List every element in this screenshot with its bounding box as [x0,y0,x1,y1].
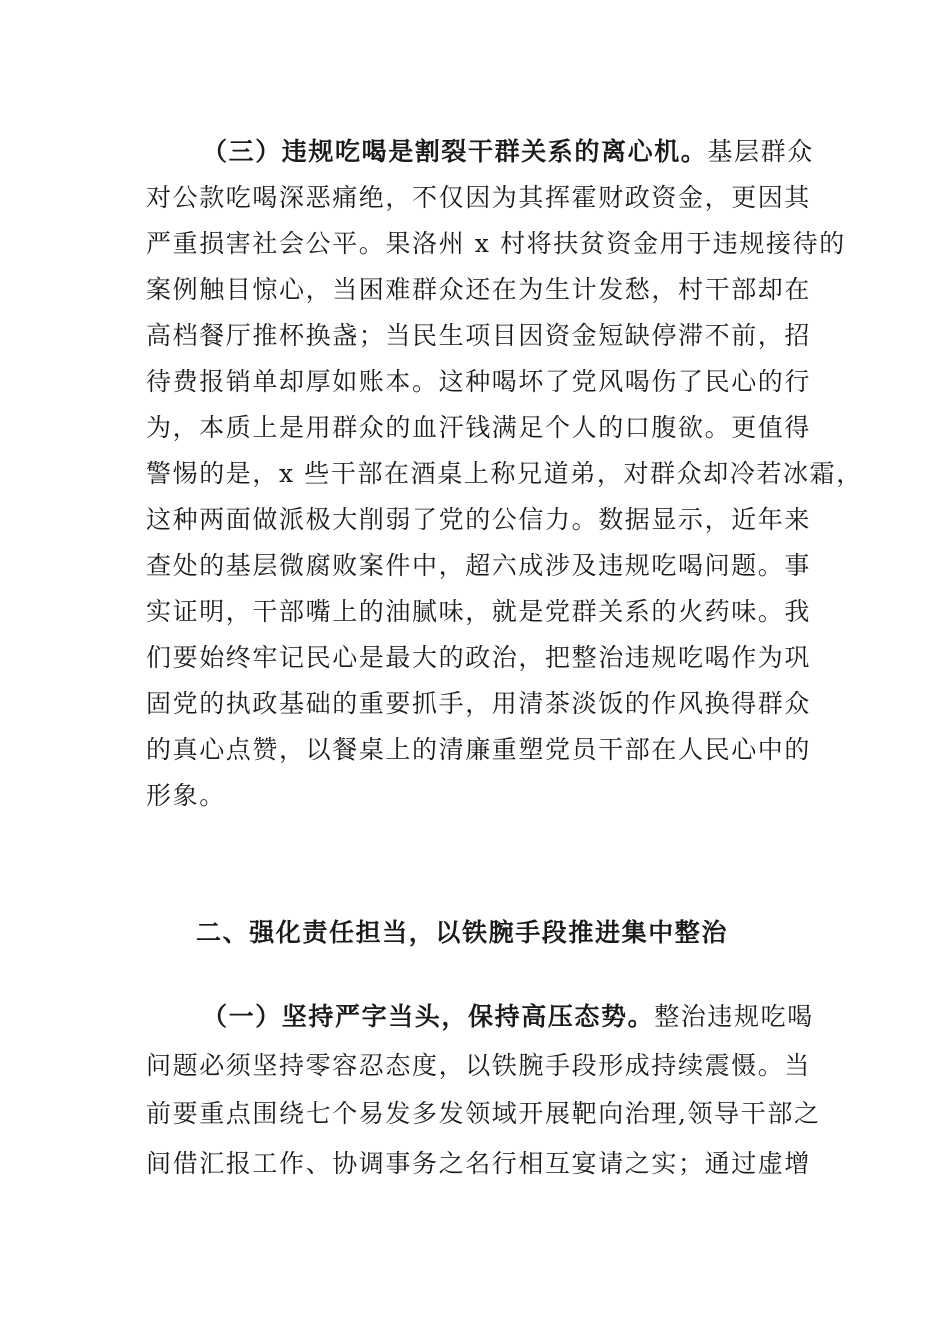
paragraph-line: 固党的执政基础的重要抓手，用清茶淡饭的作风换得群众 [146,689,812,718]
paragraph-line: 们要始终牢记民心是最大的政治，把整治违规吃喝作为巩 [146,643,812,672]
paragraph-line: 为，本质上是用群众的血汗钱满足个人的口腹欲。更值得 [146,413,812,442]
paragraph-line: 实证明，干部嘴上的油腻味，就是党群关系的火药味。我 [146,597,812,626]
section-3-lead: （三）违规吃喝是割裂干群关系的离心机。 [202,137,708,166]
paragraph-line: 待费报销单却厚如账本。这种喝坏了党风喝伤了民心的行 [146,367,812,396]
paragraph-line: 案例触目惊心，当困难群众还在为生计发愁，村干部却在 [146,275,812,304]
section-1-lead-rest: 整治违规吃喝 [654,1002,814,1031]
paragraph-line: 间借汇报工作、协调事务之名行相互宴请之实；通过虚增 [146,1149,812,1178]
paragraph-line: 形象。 [146,781,226,810]
paragraph-line: 查处的基层微腐败案件中，超六成涉及违规吃喝问题。事 [146,551,812,580]
section-3-first-line [202,136,814,168]
section-3-lead-rest: 基层群众 [707,137,814,166]
paragraph-line: 的真心点赞，以餐桌上的清廉重塑党员干部在人民心中的 [146,735,812,764]
paragraph-line: 这种两面做派极大削弱了党的公信力。数据显示，近年来 [146,505,812,534]
paragraph-line: 对公款吃喝深恶痛绝，不仅因为其挥霍财政资金，更因其 [146,183,812,212]
paragraph-line: 问题必须坚持零容忍态度，以铁腕手段形成持续震慑。当 [146,1051,812,1080]
paragraph-line: 高档餐厅推杯换盏；当民生项目因资金短缺停滞不前，招 [146,321,812,350]
paragraph-line: 严重损害社会公平。果洛州 x 村将扶贫资金用于违规接待的 [146,229,846,258]
section-1-lead: （一）坚持严字当头，保持高压态势。 [202,1002,655,1031]
section-1-first-line [202,1001,814,1033]
paragraph-line: 前要重点围绕七个易发多发领域开展靶向治理,领导干部之 [146,1099,821,1128]
chapter-2-heading: 二、强化责任担当，以铁腕手段推进集中整治 [196,918,729,947]
paragraph-line: 警惕的是，x 些干部在酒桌上称兄道弟，对群众却冷若冰霜， [146,459,863,488]
